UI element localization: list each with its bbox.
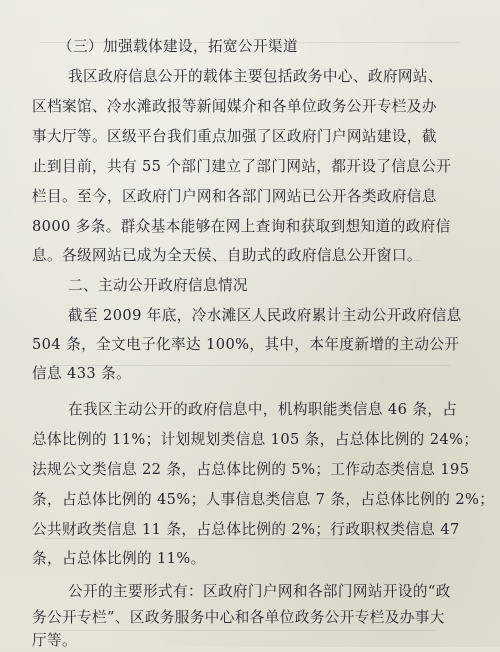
paragraph-line: 在我区主动公开的政府信息中，机构职能类信息 46 条，占 bbox=[68, 401, 458, 418]
paragraph-line: 条，占总体比例的 45%；人事信息类信息 7 条，占总体比例的 2%； bbox=[32, 491, 495, 508]
paragraph-line: 厅等。 bbox=[32, 632, 77, 649]
paragraph-line: 信息 433 条。 bbox=[32, 365, 132, 382]
paragraph-line: 止到目前，共有 55 个部门建立了部门网站，都开设了信息公开 bbox=[32, 158, 452, 175]
paragraph-line: 总体比例的 11%；计划规划类信息 105 条，占总体比例的 24%； bbox=[32, 431, 479, 448]
paragraph-line: 公共财政类信息 11 条，占总体比例的 2%；行政职权类信息 47 bbox=[32, 521, 460, 538]
paragraph-line: 事大厅等。区级平台我们重点加强了区政府门户网站建设，截 bbox=[32, 128, 437, 145]
paragraph-line: 8000 多条。群众基本能够在网上查询和获取到想知道的政府信 bbox=[32, 218, 451, 235]
paragraph-line: 务公开专栏”、区政务服务中心和各单位政务公开专栏及办事大 bbox=[32, 609, 445, 626]
paragraph-line: 截至 2009 年底，冷水滩区人民政府累计主动公开政府信息 bbox=[68, 307, 462, 324]
paragraph-line: 条，占总体比例的 11%。 bbox=[32, 550, 206, 567]
paragraph-line: 区档案馆、冷水滩政报等新闻媒介和各单位政务公开专栏及办 bbox=[32, 98, 437, 115]
paragraph-line: 公开的主要形式有：区政府门户网和各部门网站开设的“政 bbox=[68, 583, 451, 600]
paragraph-line: 法规公文类信息 22 条，占总体比例的 5%；工作动态类信息 195 bbox=[32, 461, 470, 478]
section-heading: 二、主动公开政府信息情况 bbox=[68, 277, 248, 294]
paragraph-line: 504 条，全文电子化率达 100%，其中，本年度新增的主动公开 bbox=[32, 336, 460, 353]
section-heading: （三）加强载体建设，拓宽公开渠道 bbox=[58, 38, 298, 55]
paragraph-line: 栏目。至今，区政府门户网和各部门网站已公开各类政府信息 bbox=[32, 188, 437, 205]
paragraph-line: 息。各级网站已成为全天侯、自助式的政府信息公开窗口。 bbox=[32, 247, 422, 264]
paragraph-line: 我区政府信息公开的载体主要包括政务中心、政府网站、 bbox=[68, 68, 443, 85]
